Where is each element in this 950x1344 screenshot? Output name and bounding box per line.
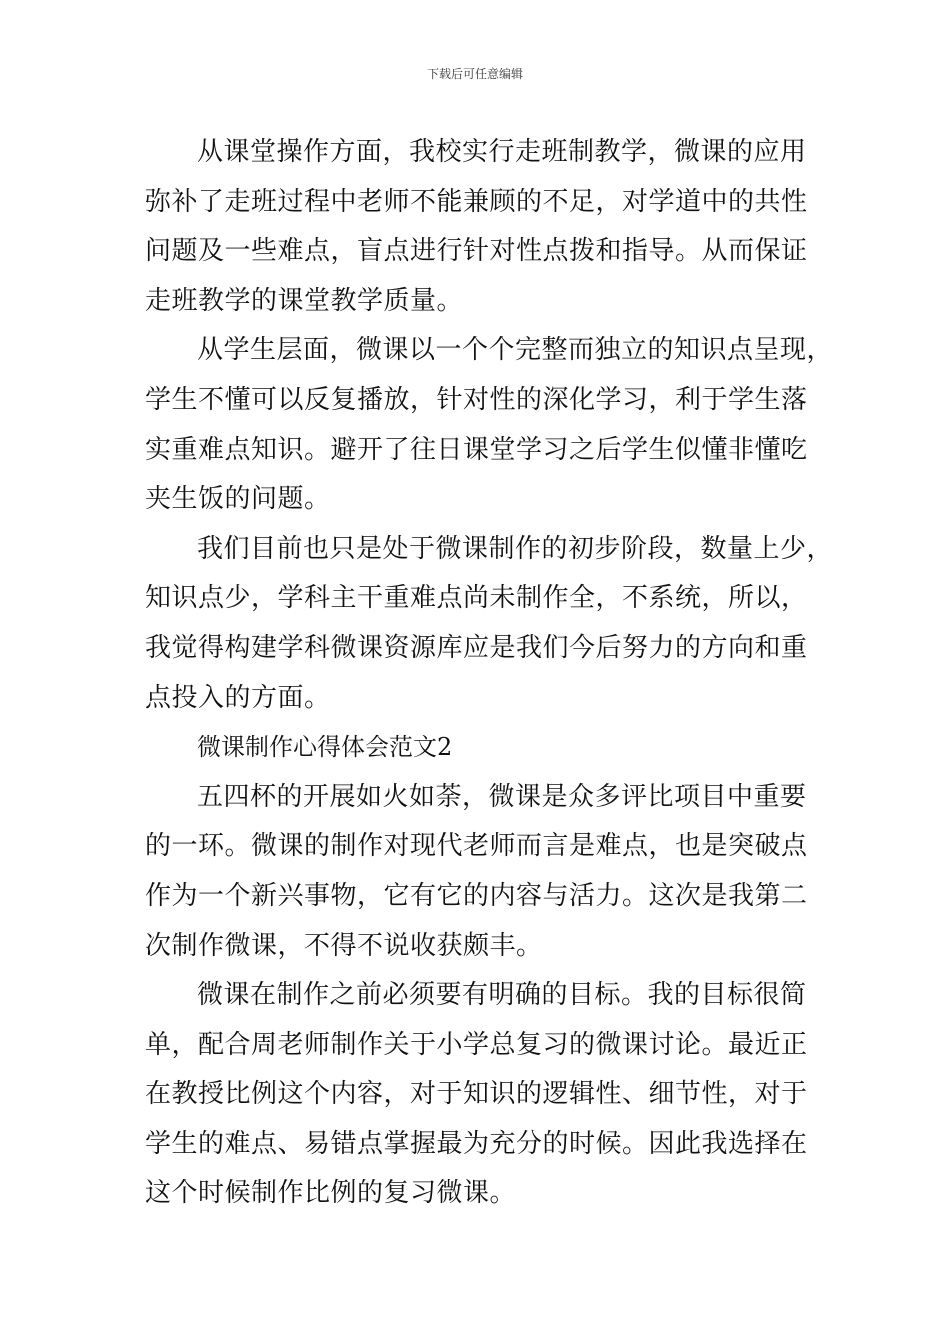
text-line: 次制作微课，不得不说收获颇丰。 [145,930,543,961]
paragraph-classroom-operation [145,128,815,326]
paragraph-may-fourth-cup [145,773,815,971]
page-header: 下载后可任意编辑 [426,67,523,81]
section-heading: 微课制作心得体会范文2 [197,733,453,762]
text-line: 这个时候制作比例的复习微课。 [145,1178,517,1209]
text-line: 夹生饭的问题。 [145,484,331,515]
paragraph-clear-goal [145,971,815,1219]
text-line: 我觉得构建学科微课资源库应是我们今后努力的方向和重 [145,632,808,663]
paragraph-student-level [145,326,834,524]
text-line: 单，配合周老师制作关于小学总复习的微课讨论。最近正 [145,1029,808,1060]
text-line: 实重难点知识。避开了往日课堂学习之后学生似懂非懂吃 [145,434,808,465]
text-line: 学生的难点、易错点掌握最为充分的时候。因此我选择在 [145,1128,808,1159]
text-line: 从课堂操作方面，我校实行走班制教学，微课的应用 [197,137,807,167]
document-body [145,128,834,1219]
text-line: 学生不懂可以反复播放，针对性的深化学习，利于学生落 [145,384,808,415]
text-line: 知识点少，学科主干重难点尚未制作全，不系统，所以， [145,583,808,614]
text-line: 问题及一些难点，盲点进行针对性点拨和指导。从而保证 [145,236,808,267]
paragraph-current-stage [145,525,834,723]
text-line: 微课在制作之前必须要有明确的目标。我的目标很简 [197,980,807,1011]
text-line: 的一环。微课的制作对现代老师而言是难点，也是突破点 [145,831,808,862]
text-line: 五四杯的开展如火如荼，微课是众多评比项目中重要 [197,781,807,812]
text-line: 在教授比例这个内容，对于知识的逻辑性、细节性，对于 [145,1079,808,1110]
text-line: 走班教学的课堂教学质量。 [145,285,464,316]
text-line: 作为一个新兴事物，它有它的内容与活力。这次是我第二 [145,880,808,911]
text-line: 我们目前也只是处于微课制作的初步阶段，数量上少， [197,533,834,564]
text-line: 从学生层面，微课以一个个完整而独立的知识点呈现， [197,335,834,366]
text-line: 弥补了走班过程中老师不能兼顾的不足，对学道中的共性 [145,186,808,217]
text-line: 点投入的方面。 [145,682,331,713]
